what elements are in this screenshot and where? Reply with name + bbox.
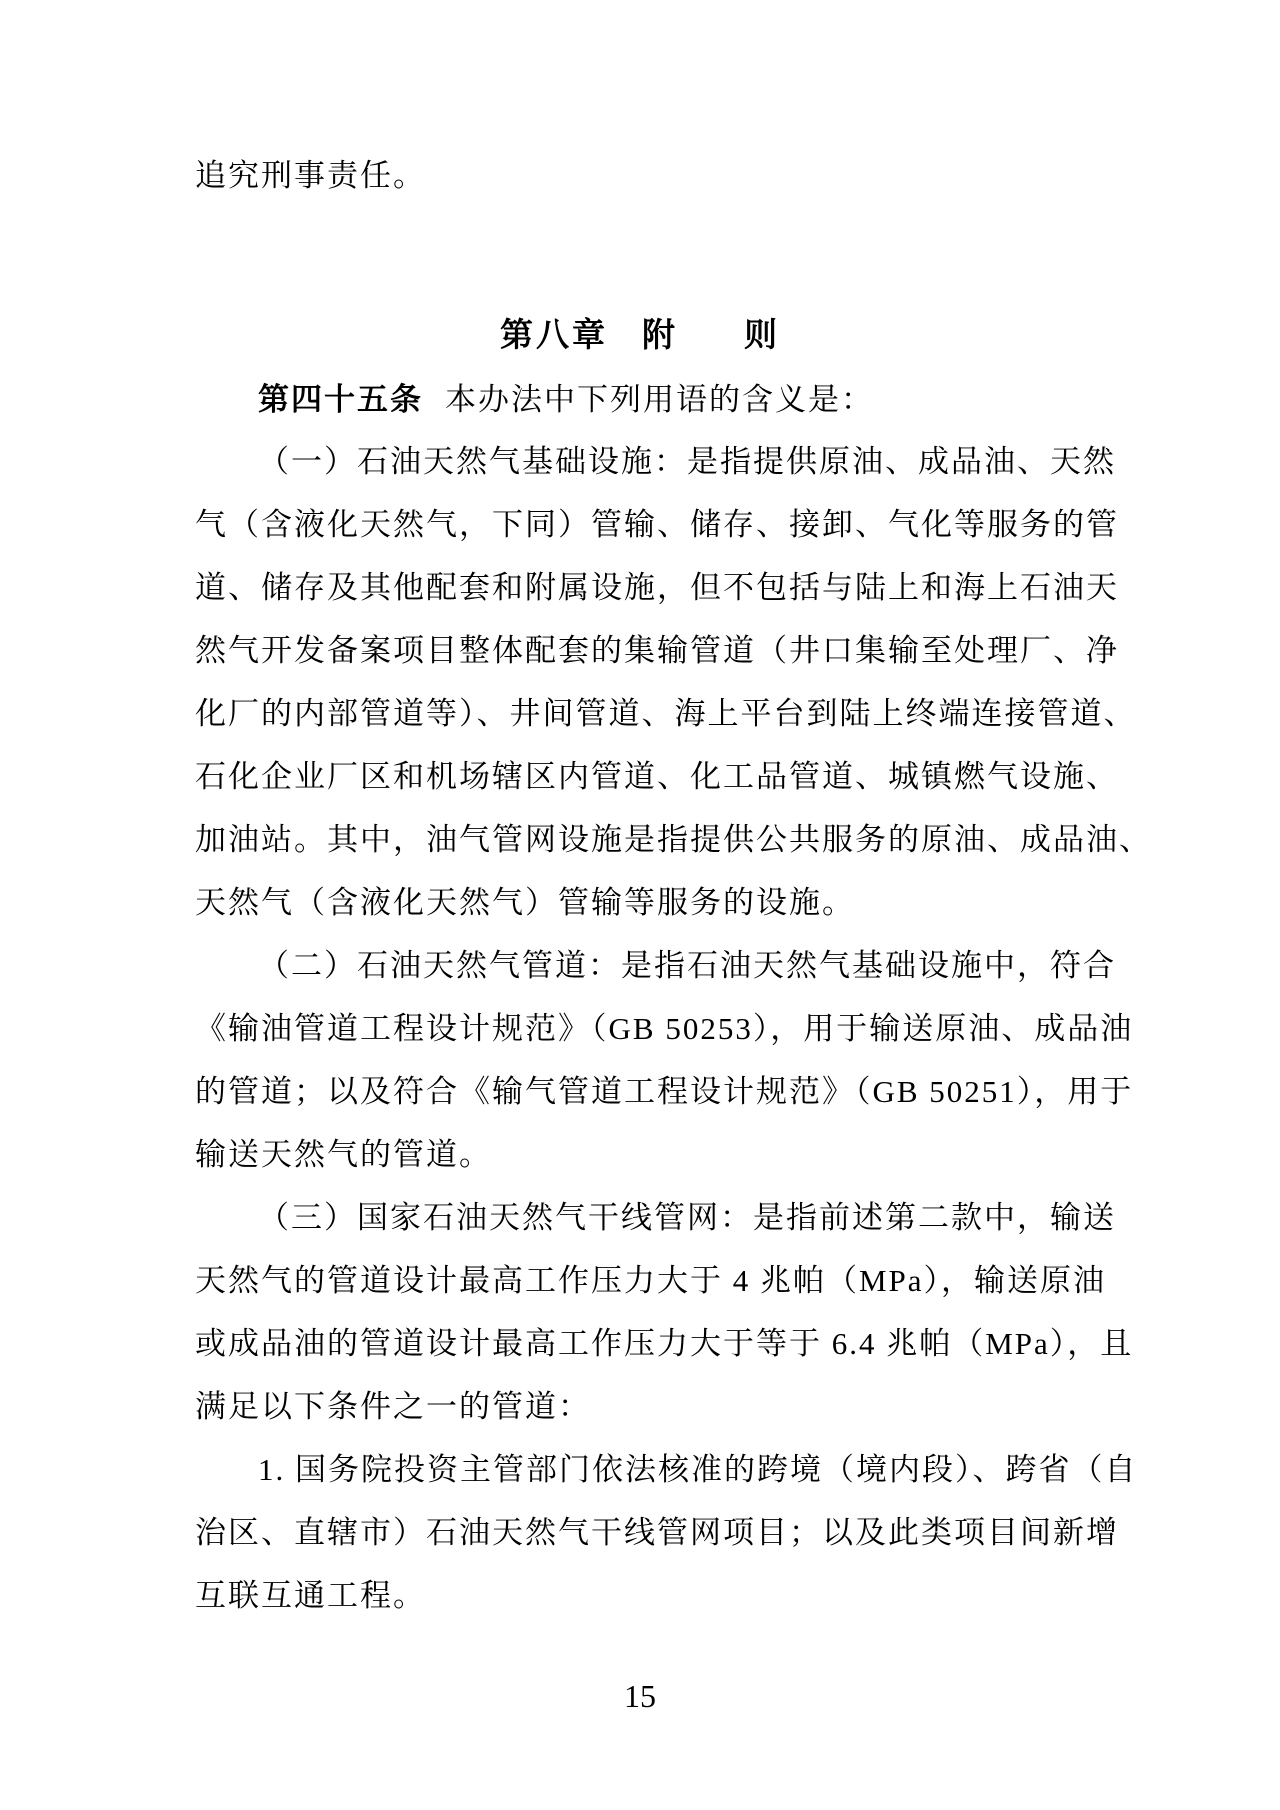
definition-3-line-1: （三）国家石油天然气干线管网：是指前述第二款中，输送 [258,1200,1116,1235]
definition-3-line-2: 天然气的管道设计最高工作压力大于 4 兆帕（MPa），输送原油 [195,1263,1107,1298]
definition-1-line-4: 然气开发备案项目整体配套的集输管道（井口集输至处理厂、净 [195,633,1119,668]
chapter-heading [0,305,1280,368]
definition-1-line-2: 气（含液化天然气，下同）管输、储存、接卸、气化等服务的管 [195,507,1119,542]
definition-1-line-3: 道、储存及其他配套和附属设施，但不包括与陆上和海上石油天 [195,570,1119,605]
article-45-lead-in: 本办法中下列用语的含义是： [445,382,874,417]
sub-item-1-line-2: 治区、直辖市）石油天然气干线管网项目；以及此类项目间新增 [195,1515,1119,1550]
chapter-title-part-2: 则 [744,318,780,354]
definition-1-line-8: 天然气（含液化天然气）管输等服务的设施。 [195,885,855,920]
definition-2-line-3: 的管道；以及符合《输气管道工程设计规范》（GB 50251），用于 [195,1074,1134,1109]
definition-2-line-2: 《输油管道工程设计规范》（GB 50253），用于输送原油、成品油 [195,1011,1134,1046]
definition-2-line-4: 输送天然气的管道。 [195,1137,492,1172]
definition-3-line-3: 或成品油的管道设计最高工作压力大于等于 6.4 兆帕（MPa），且 [195,1326,1134,1361]
definition-1-line-6: 石化企业厂区和机场辖区内管道、化工品管道、城镇燃气设施、 [195,759,1119,794]
definition-1-line-7: 加油站。其中，油气管网设施是指提供公共服务的原油、成品油、 [195,822,1152,857]
definition-3-line-4: 满足以下条件之一的管道： [195,1389,591,1424]
sub-item-1-line-3: 互联互通工程。 [195,1578,426,1613]
continuation-line: 追究刑事责任。 [195,158,426,193]
article-45-label: 第四十五条 [258,382,423,417]
definition-1-line-1: （一）石油天然气基础设施：是指提供原油、成品油、天然 [258,444,1116,479]
page-number: 15 [624,1678,656,1714]
chapter-number: 第八章 [500,318,608,354]
definition-2-line-1: （二）石油天然气管道：是指石油天然气基础设施中，符合 [258,948,1116,983]
sub-item-1-line-1: 1. 国务院投资主管部门依法核准的跨境（境内段）、跨省（自 [258,1452,1138,1487]
chapter-title-part-1: 附 [642,318,678,354]
definition-1-line-5: 化厂的内部管道等）、井间管道、海上平台到陆上终端连接管道、 [195,696,1137,731]
article-45-lead-line [195,368,1105,431]
